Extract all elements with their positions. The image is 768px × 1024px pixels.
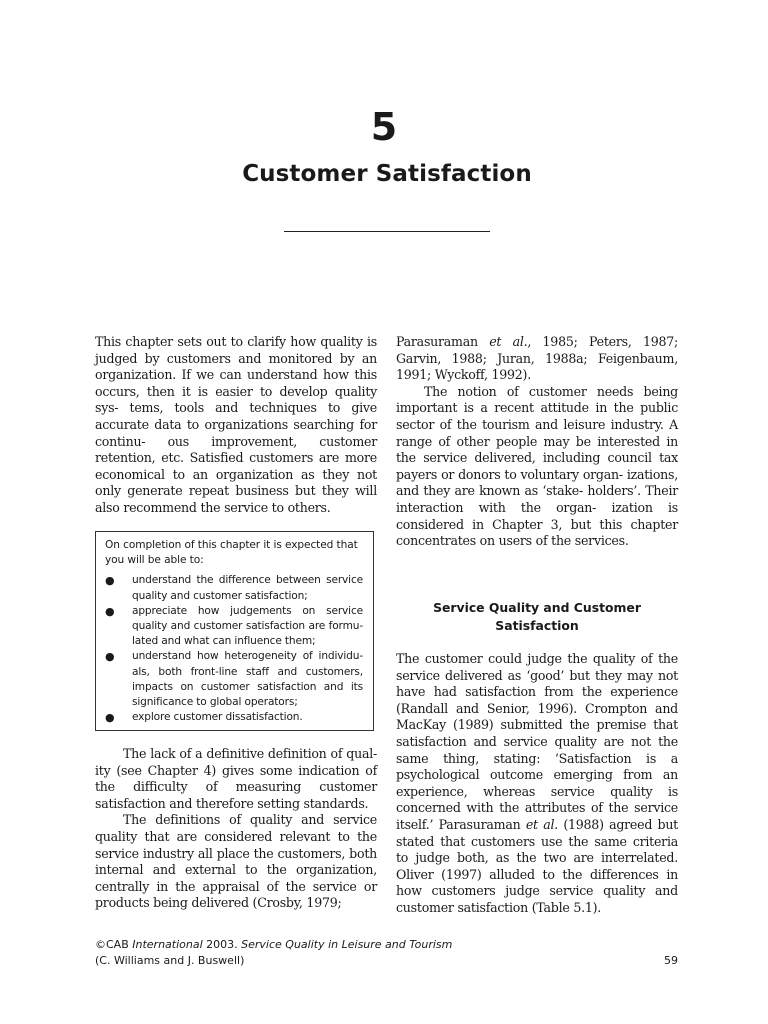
chapter-number: 5 — [370, 105, 398, 149]
body-paragraph: The lack of a definitive definition of qual- ity (see Chapter 4) gives some indication of the difficulty of measuring customer satisfaction and therefore setting standards. — [95, 746, 377, 811]
copyright-text: ©CAB — [95, 938, 133, 951]
objective-item — [105, 710, 363, 725]
body-paragraph: The notion of customer needs being important is a recent attitude in the public sector of the tourism and leisure industry. A range of other people may be interested in the service delivered, including council tax payers or donors to voluntary organ- izations, and they are known as ‘stake- holders’. Their interaction with the organ- ization is considered in Chapter 3, but this chapter concentrates on users of the services. — [396, 383, 678, 549]
objectives-list — [105, 573, 363, 725]
citation-text: Parasuraman — [396, 334, 490, 349]
chapter-objectives-box — [95, 531, 374, 731]
copyright-line — [95, 937, 678, 953]
paragraph-text: (1988) agreed but stated that customers use the same criteria to judge both, as the two are interrelated. Oliver (1997) alluded to the differences in how customers judge service quality and customer satisfaction (Table 5.1). — [396, 816, 678, 915]
body-paragraph — [396, 651, 678, 917]
citation-text: , 1985; Peters, 1987; Garvin, 1988; Juran, 1988a; Feigenbaum, 1991; Wyckoff, 1992). — [396, 334, 678, 383]
objective-text: understand the difference between service quality and customer satisfaction; — [132, 574, 363, 602]
paragraph-text: The customer could judge the quality of the service delivered as ‘good’ but they may not have had satisfaction from the experience (Randall and Senior, 1996). Crompton and MacKay (1989) submitted the premise that satisfaction and service quality are not the same thing, stating: ‘Satisfaction is a psychological outcome emerging from an experience, whereas service quality is concerned with the attributes of the service itself.’ Parasuraman — [396, 651, 678, 832]
bullet-icon: ● — [105, 711, 115, 725]
page-number: 59 — [664, 953, 678, 967]
chapter-title: Customer Satisfaction — [242, 161, 532, 187]
objective-item — [105, 604, 363, 650]
left-column-lower — [95, 746, 377, 912]
bullet-icon: ● — [105, 574, 115, 588]
objective-item — [105, 649, 363, 710]
right-column-upper — [396, 334, 678, 550]
citation-paragraph — [396, 334, 678, 384]
citation-et-al: et al. — [489, 334, 528, 349]
bullet-icon: ● — [105, 650, 115, 664]
publisher-name: International — [132, 938, 203, 951]
objective-text: explore customer dissatisfaction. — [132, 711, 303, 724]
title-divider — [284, 231, 490, 232]
intro-paragraph: This chapter sets out to clarify how quality is judged by customers and monitored by an organization. If we can understand how this occurs, then it is easier to develop quality sys- tems, tools and techniques to give accurate data to organizations searching for continu- ous improvement, customer retention, etc. Satisfied customers are more economical to an organization as they not only generate repeat business but they will also recommend the service to others. — [95, 334, 377, 515]
copyright-year: 2003. — [202, 938, 242, 951]
page-footer — [95, 937, 678, 968]
objectives-intro: On completion of this chapter it is expected that you will be able to: — [105, 539, 358, 567]
citation-et-al: et al. — [525, 816, 558, 832]
left-column-upper — [95, 334, 377, 517]
objective-item — [105, 573, 363, 603]
bullet-icon: ● — [105, 604, 115, 618]
authors-line: (C. Williams and J. Buswell) — [95, 953, 245, 967]
book-title: Service Quality in Leisure and Tourism — [241, 938, 453, 951]
objective-text: appreciate how judgements on service quality and customer satisfaction are formu- lated and what can influence them; — [132, 604, 363, 648]
right-column-lower — [396, 651, 678, 917]
body-paragraph: The definitions of quality and service quality that are considered relevant to the service industry all place the customers, both internal and external to the organization, centrally in the appraisal of the service or products being delivered (Crosby, 1979; — [95, 812, 377, 911]
objective-text: understand how heterogeneity of individu- als, both front-line staff and customers, impacts on customer satisfaction and its significance to global operators; — [132, 650, 363, 709]
section-heading: Service Quality and Customer Satisfaction — [433, 600, 641, 633]
